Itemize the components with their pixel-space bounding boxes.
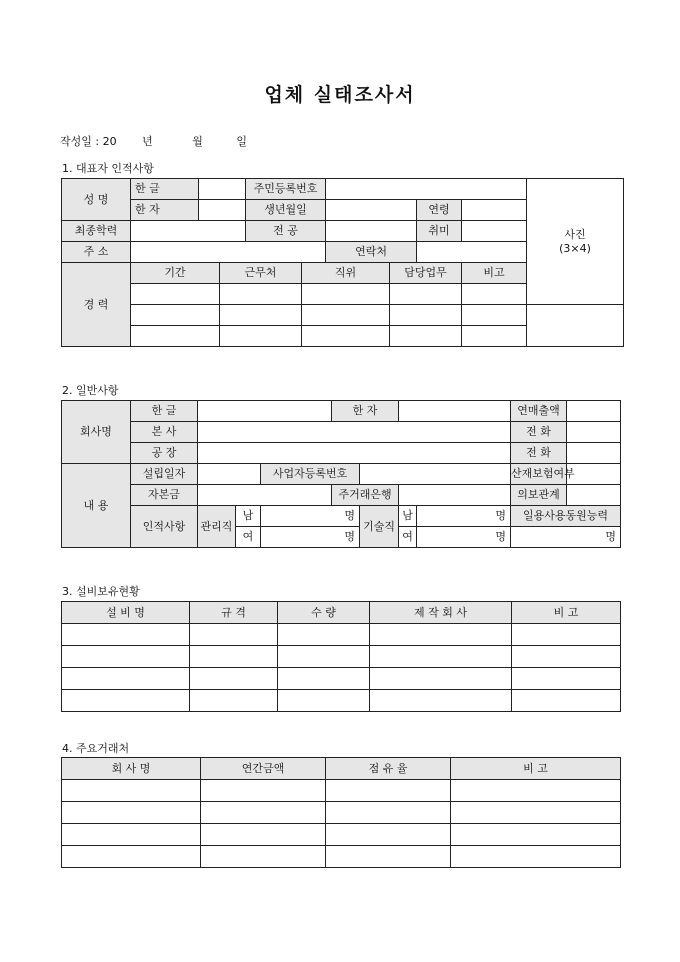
factory-field[interactable] (198, 443, 511, 464)
equipment-header: 제 작 회 사 (370, 602, 512, 624)
clients-cell[interactable] (62, 780, 201, 802)
age-label: 연령 (417, 200, 462, 221)
main-bank-field[interactable] (399, 485, 511, 506)
equipment-cell[interactable] (190, 624, 278, 646)
clients-cell[interactable] (451, 846, 621, 868)
clients-cell[interactable] (62, 846, 201, 868)
company-hangul-label: 한 글 (131, 401, 198, 422)
equipment-cell[interactable] (278, 646, 370, 668)
career-cell[interactable] (131, 326, 220, 347)
table-row (62, 824, 621, 846)
manager-male-count[interactable]: 명 (261, 506, 360, 527)
equipment-cell[interactable] (278, 668, 370, 690)
clients-header: 비 고 (451, 758, 621, 780)
career-header: 직위 (302, 263, 390, 284)
career-cell[interactable] (462, 326, 527, 347)
hobby-field[interactable] (462, 221, 527, 242)
birth-field[interactable] (326, 200, 417, 221)
career-cell[interactable] (302, 305, 390, 326)
annual-sales-label: 연매출액 (511, 401, 567, 422)
date-line (60, 133, 247, 149)
address-label: 주 소 (62, 242, 131, 263)
head-office-field[interactable] (198, 422, 511, 443)
established-label: 설립일자 (131, 464, 198, 485)
clients-cell[interactable] (451, 802, 621, 824)
biz-reg-label: 사업자등록번호 (261, 464, 360, 485)
equipment-cell[interactable] (190, 646, 278, 668)
equipment-cell[interactable] (512, 690, 621, 712)
clients-header: 연간금액 (201, 758, 326, 780)
technical-female-label: 여 (399, 527, 417, 548)
career-cell[interactable] (462, 305, 527, 326)
table-row (62, 846, 621, 868)
equipment-header: 비 고 (512, 602, 621, 624)
clients-table (61, 757, 621, 868)
clients-cell[interactable] (326, 824, 451, 846)
technical-label: 기술직 (360, 506, 399, 548)
career-cell[interactable] (302, 284, 390, 305)
clients-cell[interactable] (201, 780, 326, 802)
factory-label: 공 장 (131, 443, 198, 464)
company-hanja-field[interactable] (399, 401, 511, 422)
table-row (62, 646, 621, 668)
company-hanja-label: 한 자 (332, 401, 399, 422)
photo-size: (3×4) (559, 241, 591, 255)
established-field[interactable] (198, 464, 261, 485)
career-header: 담당업무 (390, 263, 462, 284)
equipment-cell[interactable] (62, 668, 190, 690)
manager-label: 관리직 (198, 506, 236, 548)
career-cell[interactable] (220, 284, 302, 305)
technical-male-label: 남 (399, 506, 417, 527)
equipment-cell[interactable] (370, 690, 512, 712)
resident-no-label: 주민등록번호 (246, 179, 326, 200)
career-cell[interactable] (220, 326, 302, 347)
hobby-label: 취미 (417, 221, 462, 242)
employment-capacity-count[interactable]: 명 (511, 527, 621, 548)
education-field[interactable] (131, 221, 246, 242)
contact-field[interactable] (417, 242, 527, 263)
capital-label: 자본금 (131, 485, 198, 506)
equipment-cell[interactable] (278, 690, 370, 712)
date-label: 작성일 : 20 (60, 135, 117, 148)
career-cell[interactable] (220, 305, 302, 326)
clients-cell[interactable] (326, 780, 451, 802)
head-office-label: 본 사 (131, 422, 198, 443)
clients-cell[interactable] (201, 802, 326, 824)
capital-field[interactable] (198, 485, 332, 506)
clients-cell[interactable] (62, 802, 201, 824)
date-day: 일 (236, 135, 247, 148)
manager-male-label: 남 (236, 506, 261, 527)
table-row (62, 802, 621, 824)
equipment-cell[interactable] (370, 624, 512, 646)
section3-heading: 3. 설비보유현황 (62, 585, 140, 598)
clients-cell[interactable] (451, 824, 621, 846)
section1-heading: 1. 대표자 인적사항 (62, 162, 154, 175)
clients-header: 회 사 명 (62, 758, 201, 780)
clients-cell[interactable] (201, 824, 326, 846)
clients-cell[interactable] (451, 780, 621, 802)
medical-insurance-label: 의보관계 (511, 485, 567, 506)
photo-bottom-cell (527, 305, 624, 347)
manager-female-count[interactable]: 명 (261, 527, 360, 548)
clients-cell[interactable] (201, 846, 326, 868)
career-cell[interactable] (131, 305, 220, 326)
phone2-field[interactable] (567, 443, 621, 464)
photo-label: 사진 (564, 227, 586, 241)
representative-table (61, 178, 624, 347)
phone1-label: 전 화 (511, 422, 567, 443)
section4-heading: 4. 주요거래처 (62, 742, 130, 755)
personnel-label: 인적사항 (131, 506, 198, 548)
equipment-cell[interactable] (512, 668, 621, 690)
equipment-cell[interactable] (190, 690, 278, 712)
table-row (62, 668, 621, 690)
clients-cell[interactable] (62, 824, 201, 846)
photo-box (527, 179, 624, 305)
equipment-cell[interactable] (512, 646, 621, 668)
equipment-header: 규 격 (190, 602, 278, 624)
annual-sales-field[interactable] (567, 401, 621, 422)
career-cell[interactable] (390, 326, 462, 347)
career-cell[interactable] (390, 305, 462, 326)
company-name-label: 회사명 (62, 401, 131, 464)
age-field[interactable] (462, 200, 527, 221)
technical-female-count[interactable]: 명 (417, 527, 511, 548)
section2-heading: 2. 일반사항 (62, 384, 119, 397)
clients-cell[interactable] (326, 802, 451, 824)
main-bank-label: 주거래은행 (332, 485, 399, 506)
equipment-header: 설 비 명 (62, 602, 190, 624)
biz-reg-field[interactable] (360, 464, 511, 485)
name-hanja-label: 한 자 (131, 200, 199, 221)
career-cell[interactable] (131, 284, 220, 305)
name-hanja-field[interactable] (199, 200, 246, 221)
document-title: 업체 실태조사서 (264, 84, 416, 106)
employment-capacity-label: 일용사용동원능력 (511, 506, 621, 527)
equipment-cell[interactable] (62, 690, 190, 712)
name-hangul-field[interactable] (199, 179, 246, 200)
equipment-cell[interactable] (370, 668, 512, 690)
medical-insurance-field[interactable] (567, 485, 621, 506)
date-month: 월 (192, 135, 203, 148)
career-cell[interactable] (462, 284, 527, 305)
table-row (62, 690, 621, 712)
technical-male-count[interactable]: 명 (417, 506, 511, 527)
industrial-insurance-label: 산재보험여부 (511, 464, 567, 485)
major-label: 전 공 (246, 221, 326, 242)
career-header: 근무처 (220, 263, 302, 284)
equipment-header: 수 량 (278, 602, 370, 624)
equipment-cell[interactable] (62, 624, 190, 646)
phone1-field[interactable] (567, 422, 621, 443)
equipment-table (61, 601, 621, 712)
resident-no-field[interactable] (326, 179, 527, 200)
address-field[interactable] (131, 242, 326, 263)
table-row (62, 624, 621, 646)
career-cell[interactable] (302, 326, 390, 347)
major-field[interactable] (326, 221, 417, 242)
content-label: 내 용 (62, 464, 131, 548)
clients-header: 점 유 율 (326, 758, 451, 780)
equipment-cell[interactable] (512, 624, 621, 646)
table-row (62, 780, 621, 802)
career-label: 경 력 (62, 263, 131, 347)
career-header: 비고 (462, 263, 527, 284)
company-hangul-field[interactable] (198, 401, 332, 422)
name-label: 성 명 (62, 179, 131, 221)
general-info-table (61, 400, 621, 548)
date-year: 년 (142, 135, 153, 148)
equipment-cell[interactable] (62, 646, 190, 668)
equipment-cell[interactable] (278, 624, 370, 646)
equipment-cell[interactable] (190, 668, 278, 690)
education-label: 최종학력 (62, 221, 131, 242)
birth-label: 생년월일 (246, 200, 326, 221)
career-cell[interactable] (390, 284, 462, 305)
clients-cell[interactable] (326, 846, 451, 868)
career-header: 기간 (131, 263, 220, 284)
name-hangul-label: 한 글 (131, 179, 199, 200)
equipment-cell[interactable] (370, 646, 512, 668)
phone2-label: 전 화 (511, 443, 567, 464)
manager-female-label: 여 (236, 527, 261, 548)
contact-label: 연락처 (326, 242, 417, 263)
